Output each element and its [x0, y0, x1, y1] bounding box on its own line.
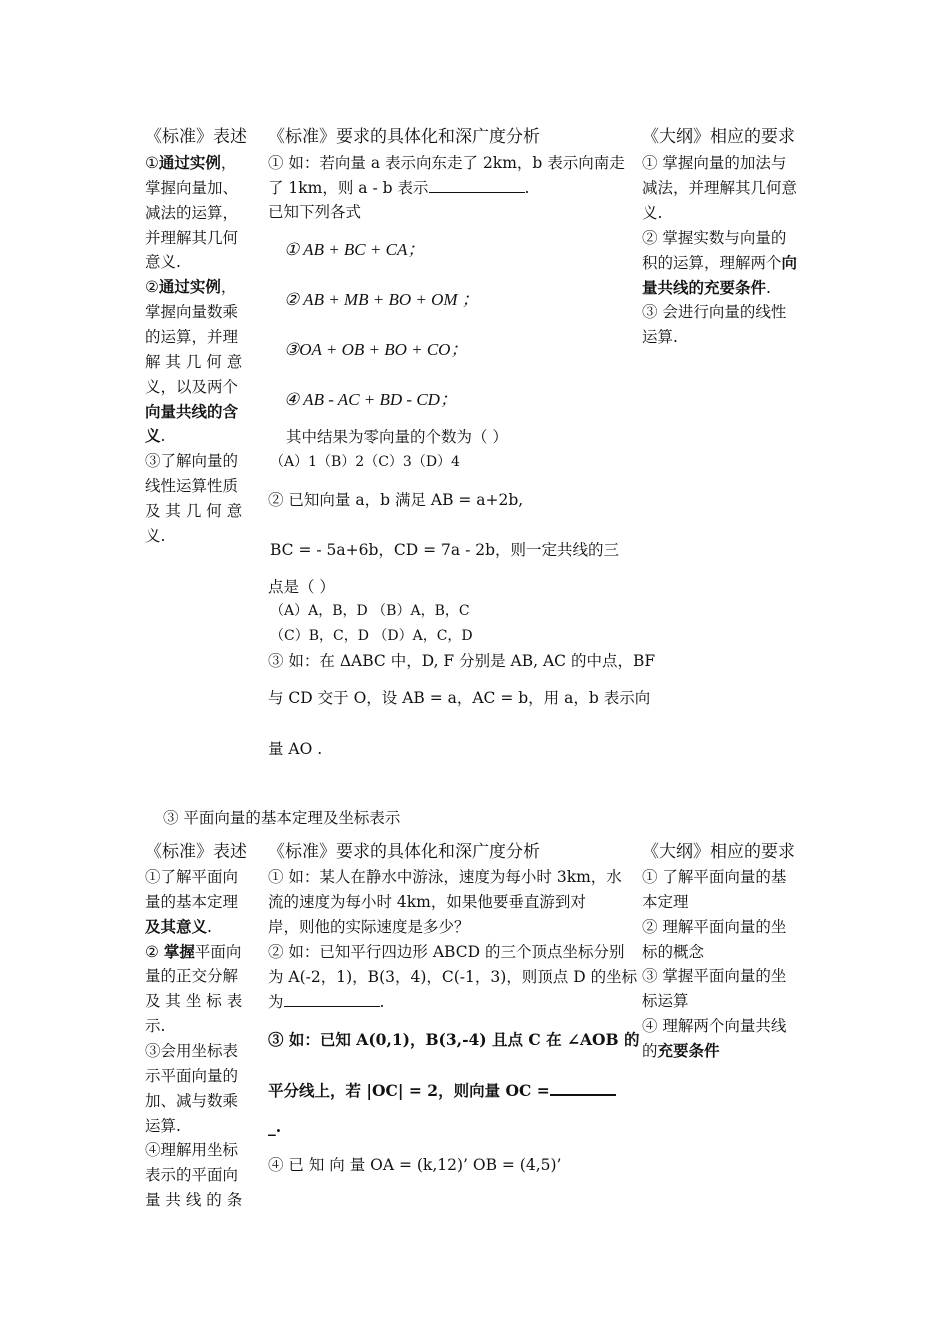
- text-line: ③了解向量的: [145, 452, 239, 471]
- text-line: ② 掌握实数与向量的: [642, 228, 787, 247]
- s1-q1-line2-text: 了 1km，则 a - b 表示: [268, 179, 429, 197]
- s1-q3-line2: 与 CD 交于 O，设 AB = a，AC = b，用 a，b 表示向: [268, 689, 651, 707]
- text-line: 意义.: [145, 253, 181, 272]
- text-line: ①了解平面向: [145, 868, 239, 886]
- text-part: ①: [145, 154, 159, 172]
- s1-q-count: 其中结果为零向量的个数为（ ）: [286, 428, 508, 446]
- s1-q1-line2-end: .: [524, 179, 530, 197]
- s1-q2-line1: ② 已知向量 a，b 满足 AB = a+2b,: [268, 491, 524, 509]
- text-line: 掌握向量数乘: [145, 303, 239, 322]
- s2-q1-line2: 流的速度为每小时 4km，如果他要垂直游到对: [268, 893, 586, 911]
- s1-q2-line2: BC = - 5a+6b，CD = 7a - 2b，则一定共线的三: [270, 541, 620, 559]
- s2-q2-line1: ② 如：已知平行四边形 ABCD 的三个顶点坐标分别: [268, 943, 625, 961]
- text-line: [145, 942, 241, 962]
- s2-q3-line3: _.: [268, 1117, 282, 1136]
- s1-q2-opt1: （A）A，B，D （B）A，B，C: [270, 603, 470, 619]
- s1-expr-3: ③OA + OB + BO + CO；: [284, 340, 468, 359]
- text-part: .: [766, 278, 771, 297]
- text-line: ① 掌握向量的加法与: [642, 154, 787, 172]
- s1-q2-opt2: （C）B，C，D （D）A，C，D: [270, 628, 473, 644]
- s1-expr-4: ④ AB - AC + BD - CD；: [284, 390, 457, 409]
- text-line: [642, 253, 797, 273]
- s1-given: 已知下列各式: [268, 203, 362, 221]
- text-line: [642, 278, 771, 298]
- answer-blank: [429, 178, 525, 193]
- s2-q3-line2: [268, 1080, 616, 1101]
- text-part: 平面向: [194, 942, 242, 961]
- text-part: .: [160, 427, 166, 446]
- bold-text: 充要条件: [657, 1040, 720, 1060]
- text-line: 解 其 几 何 意: [145, 352, 243, 371]
- text-line: 及 其 坐 标 表: [145, 992, 243, 1011]
- text-line: 加、减与数乘: [145, 1091, 239, 1110]
- s2-q2-line3-text: 为: [268, 993, 284, 1011]
- text-line: [145, 426, 165, 446]
- text-part: ②: [145, 942, 164, 961]
- bold-text: 掌握: [163, 941, 195, 961]
- section1-left-header: 《标准》表述: [145, 127, 247, 147]
- text-line: 标的概念: [642, 942, 705, 961]
- text-line: 线性运算性质: [145, 477, 239, 496]
- s1-q3-line3: 量 AO .: [268, 740, 323, 758]
- text-line: [145, 402, 238, 422]
- text-line: 本定理: [642, 892, 689, 911]
- text-line: ③会用坐标表: [145, 1041, 239, 1060]
- section2-right-header: 《大纲》相应的要求: [642, 842, 795, 862]
- text-line: [145, 153, 236, 173]
- bold-text: 及其意义: [145, 916, 208, 936]
- text-part: ，: [220, 154, 237, 172]
- text-line: 义.: [642, 203, 663, 222]
- text-line: 并理解其几何: [145, 228, 239, 247]
- text-part: ，: [220, 278, 237, 297]
- text-line: 示平面向量的: [145, 1066, 239, 1085]
- text-line: 量的正交分解: [145, 967, 239, 986]
- s1-q-options: （A）1（B）2（C）3（D）4: [270, 454, 460, 470]
- s2-q2-line2: 为 A(-2，1)，B(3，4)，C(-1，3)，则顶点 D 的坐标: [268, 968, 638, 986]
- text-part: ②: [145, 278, 159, 297]
- s2-q4-line1: ④ 已 知 向 量 OA = (k,12)’ OB = (4,5)’: [268, 1156, 562, 1174]
- text-line: [642, 1041, 720, 1061]
- answer-blank: [284, 992, 380, 1007]
- text-line: 减法的运算，: [145, 203, 239, 222]
- s1-expr-1: ① AB + BC + CA；: [284, 240, 425, 259]
- text-line: 示.: [145, 1017, 166, 1036]
- text-line: 义，以及两个: [145, 377, 239, 396]
- text-line: ③ 会进行向量的线性: [642, 303, 787, 322]
- s1-q1-line2: [268, 178, 529, 198]
- text-line: ② 理解平面向量的坐: [642, 917, 787, 936]
- section2-mid-header: 《标准》要求的具体化和深广度分析: [268, 842, 540, 862]
- s1-q3-line1: ③ 如：在 ΔABC 中，D, F 分别是 AB, AC 的中点，BF: [268, 652, 656, 670]
- bold-text: 量共线的充要条件: [642, 277, 767, 297]
- text-line: 掌握向量加、: [145, 178, 239, 197]
- bold-text: 通过实例: [158, 153, 221, 172]
- s2-q2-line3-end: .: [379, 993, 385, 1011]
- text-line: ④ 理解两个向量共线: [642, 1017, 787, 1036]
- bold-text: 向量共线的含: [145, 401, 239, 421]
- s2-q3-line1: ③ 如：已知 A(0,1)，B(3,-4) 且点 C 在 ∠AOB 的: [268, 1030, 640, 1049]
- s2-q2-line3: [268, 992, 384, 1012]
- text-line: [145, 277, 236, 297]
- text-line: 义.: [145, 526, 166, 545]
- s1-expr-2: ② AB + MB + BO + OM ；: [284, 290, 479, 309]
- text-line: 减法，并理解其几何意: [642, 178, 798, 197]
- text-line: 运算.: [145, 1116, 181, 1135]
- text-line: 及 其 几 何 意: [145, 501, 243, 520]
- section2-title: ③ 平面向量的基本定理及坐标表示: [163, 809, 401, 827]
- text-part: 积的运算，理解两个: [642, 253, 782, 272]
- section1-mid-header: 《标准》要求的具体化和深广度分析: [268, 127, 540, 147]
- text-line: 的运算，并理: [145, 327, 239, 346]
- section2-left-header: 《标准》表述: [145, 842, 247, 862]
- text-line: ④理解用坐标: [145, 1141, 239, 1160]
- s1-q2-line3: 点是（ ）: [268, 578, 335, 596]
- text-line: [145, 917, 212, 937]
- s1-q1-line1: ① 如：若向量 a 表示向东走了 2km，b 表示向南走: [268, 154, 625, 172]
- bold-text: 向: [781, 252, 798, 272]
- section1-right-header: 《大纲》相应的要求: [642, 127, 795, 147]
- text-line: ① 了解平面向量的基: [642, 868, 787, 886]
- bold-text: 义: [145, 426, 161, 446]
- text-line: 标运算: [642, 992, 689, 1011]
- text-part: .: [207, 917, 212, 936]
- text-line: 运算.: [642, 328, 678, 347]
- text-part: 的: [642, 1041, 658, 1060]
- s2-q3-line2-text: 平分线上，若 |OC| = 2，则向量 OC =: [268, 1081, 550, 1100]
- text-line: 表示的平面向: [145, 1166, 239, 1185]
- bold-text: 通过实例: [158, 277, 221, 297]
- answer-blank: [550, 1080, 616, 1096]
- s2-q1-line1: ① 如：某人在静水中游泳，速度为每小时 3km，水: [268, 868, 622, 886]
- text-line: 量的基本定理: [145, 892, 239, 911]
- text-line: 量 共 线 的 条: [145, 1191, 243, 1210]
- s2-q1-line3: 岸，则他的实际速度是多少？: [268, 918, 470, 936]
- text-line: ③ 掌握平面向量的坐: [642, 967, 787, 986]
